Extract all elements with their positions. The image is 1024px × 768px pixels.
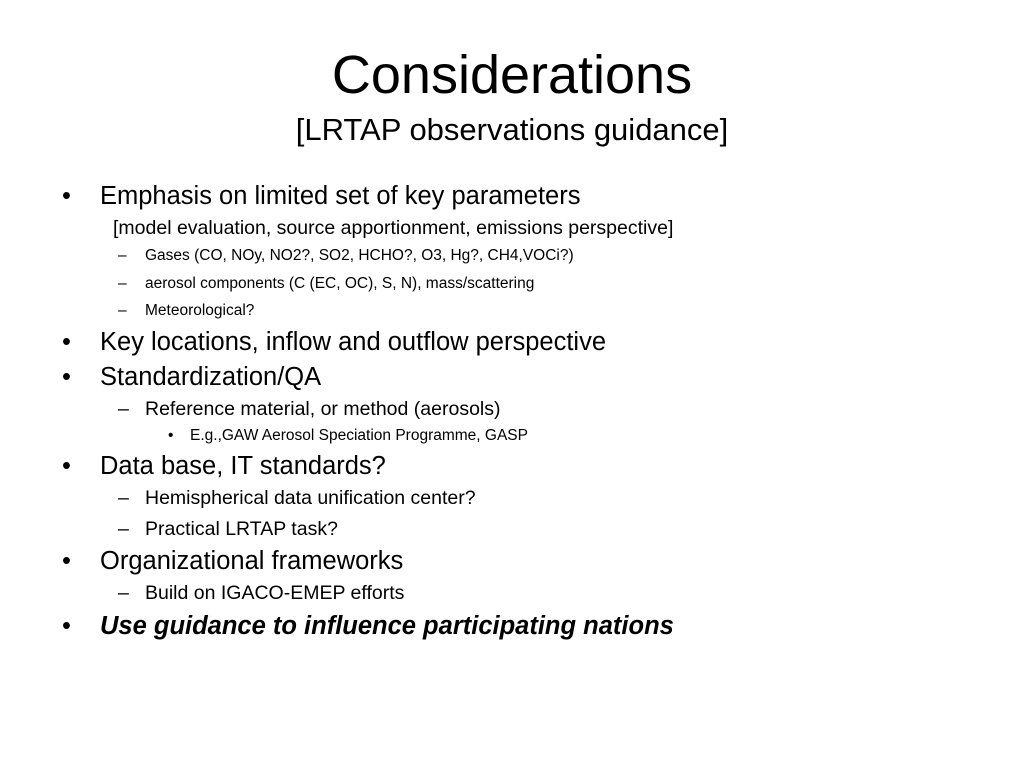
sub-text: Meteorological?	[145, 302, 255, 319]
bullet-text: Emphasis on limited set of key parameters	[100, 182, 581, 210]
sub-marker: –	[118, 247, 127, 264]
bullet-text: Organizational frameworks	[100, 547, 404, 575]
bullet-marker: •	[62, 612, 71, 640]
bullet-marker: •	[62, 452, 71, 480]
bullet-continuation-text: [model evaluation, source apportionment, emissions perspective]	[113, 217, 674, 239]
sub-text: Practical LRTAP task?	[145, 518, 338, 540]
bullet-marker: •	[62, 547, 71, 575]
sub-marker: –	[118, 275, 127, 292]
sub-marker: –	[118, 518, 129, 540]
sub-text: Hemispherical data unification center?	[145, 487, 476, 509]
sub-text: aerosol components (C (EC, OC), S, N), mass/scattering	[145, 275, 535, 292]
sub-text: Build on IGACO-EMEP efforts	[145, 582, 405, 604]
bullet-text: Data base, IT standards?	[100, 452, 386, 480]
bullet-marker: •	[62, 363, 71, 391]
slide-title: Considerations	[331, 45, 693, 105]
sub-marker: –	[118, 487, 129, 509]
sub-marker: –	[118, 398, 129, 420]
sub-marker: –	[118, 582, 129, 604]
bullet-marker: •	[62, 182, 71, 210]
bullet-text: Key locations, inflow and outflow perspective	[100, 328, 607, 356]
sub-sub-text: E.g.,GAW Aerosol Speciation Programme, GASP	[190, 427, 528, 444]
sub-text: Gases (CO, NOy, NO2?, SO2, HCHO?, O3, Hg?, CH4,VOCi?)	[145, 247, 574, 264]
bullet-marker: •	[168, 427, 174, 444]
slide-subtitle: [LRTAP observations guidance]	[295, 112, 729, 147]
emphasis-text: Use guidance to influence participating nations	[100, 612, 674, 640]
sub-text: Reference material, or method (aerosols)	[145, 398, 501, 420]
bullet-marker: •	[62, 328, 71, 356]
bullet-text: Standardization/QA	[100, 363, 322, 391]
sub-marker: –	[118, 302, 127, 319]
